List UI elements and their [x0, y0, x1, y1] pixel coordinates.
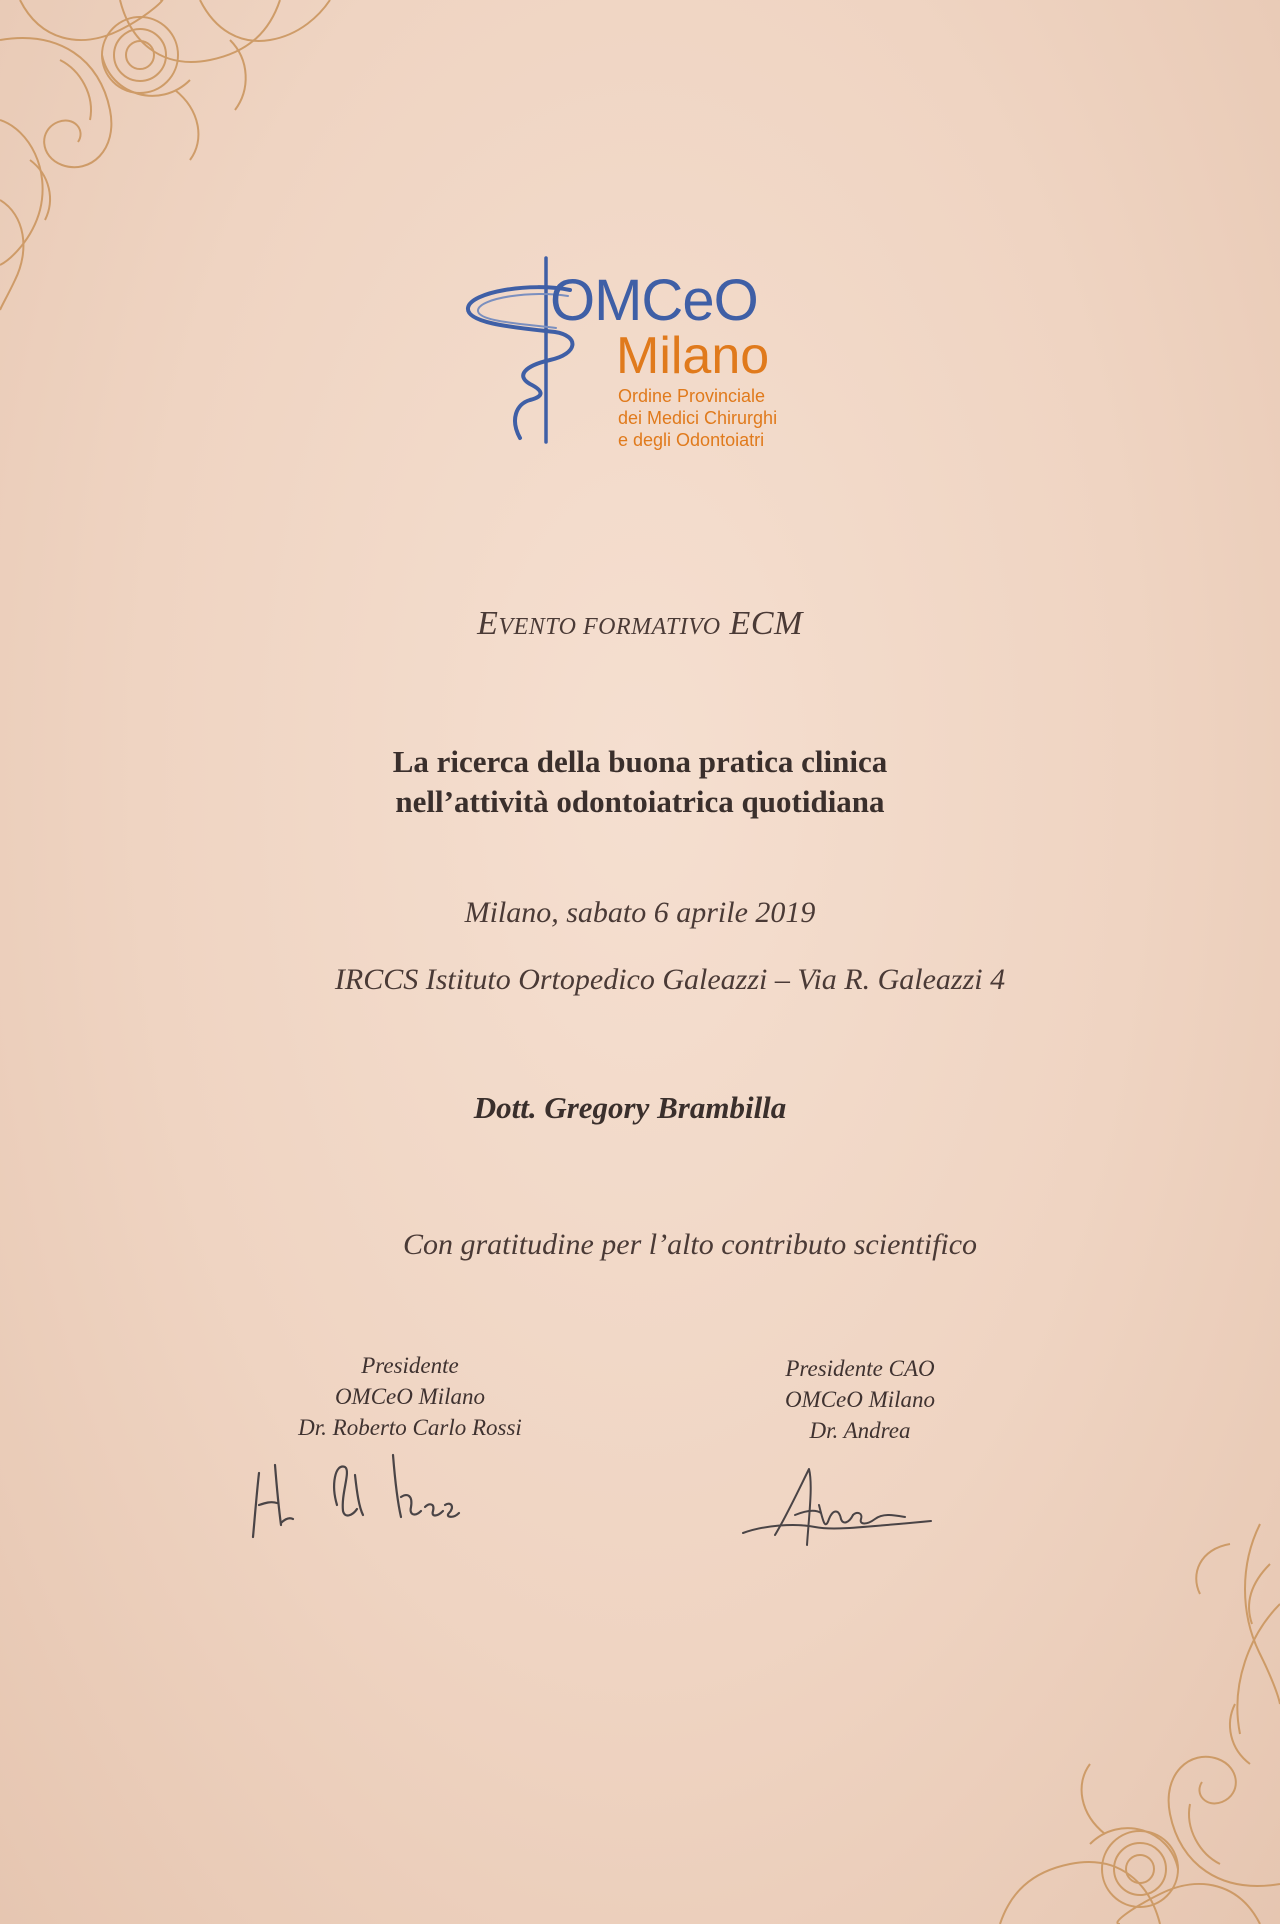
logo-omceo-text: OMCeO [550, 268, 758, 333]
corner-ornament-bottom-right [900, 1504, 1280, 1924]
event-label [0, 605, 1280, 643]
event-date: Milano, sabato 6 aprile 2019 [464, 896, 816, 929]
signatory-org: OMCeO Milano [334, 1384, 486, 1409]
signatory-role: Presidente [361, 1353, 459, 1378]
signature-right [735, 1455, 935, 1555]
recipient-name: Dott. Gregory Brambilla [473, 1090, 787, 1125]
logo-subtitle-line: dei Medici Chirurghi [618, 408, 778, 428]
gratitude-text: Con gratitudine per l’alto contributo scientifico [402, 1228, 978, 1261]
omceo-logo [460, 250, 840, 460]
signatory-name: Dr. Roberto Carlo Rossi [298, 1415, 522, 1440]
signatory-role: Presidente CAO [785, 1356, 935, 1381]
logo-subtitle-line: Ordine Provinciale [618, 386, 766, 406]
event-label-initial: E [477, 605, 499, 642]
signature-left [245, 1445, 485, 1555]
logo-milano-text: Milano [616, 327, 770, 385]
event-title-line: La ricerca della buona pratica clinica [392, 744, 888, 779]
event-venue: IRCCS Istituto Ortopedico Galeazzi – Via R. Galeazzi 4 [334, 963, 1006, 996]
corner-ornament-top-left [0, 0, 340, 330]
logo-subtitle [618, 385, 777, 451]
signatory-right [690, 1353, 1030, 1446]
event-title [0, 742, 1280, 822]
event-label-rest: VENTO FORMATIVO [498, 614, 721, 640]
signatory-org: OMCeO Milano [784, 1387, 936, 1412]
signatory-name: Dr. Andrea [809, 1418, 911, 1443]
event-title-line: nell’attività odontoiatrica quotidiana [395, 784, 885, 819]
signatory-left [220, 1350, 600, 1443]
event-label-ecm: ECM [720, 605, 803, 642]
logo-subtitle-line: e degli Odontoiatri [618, 430, 765, 450]
